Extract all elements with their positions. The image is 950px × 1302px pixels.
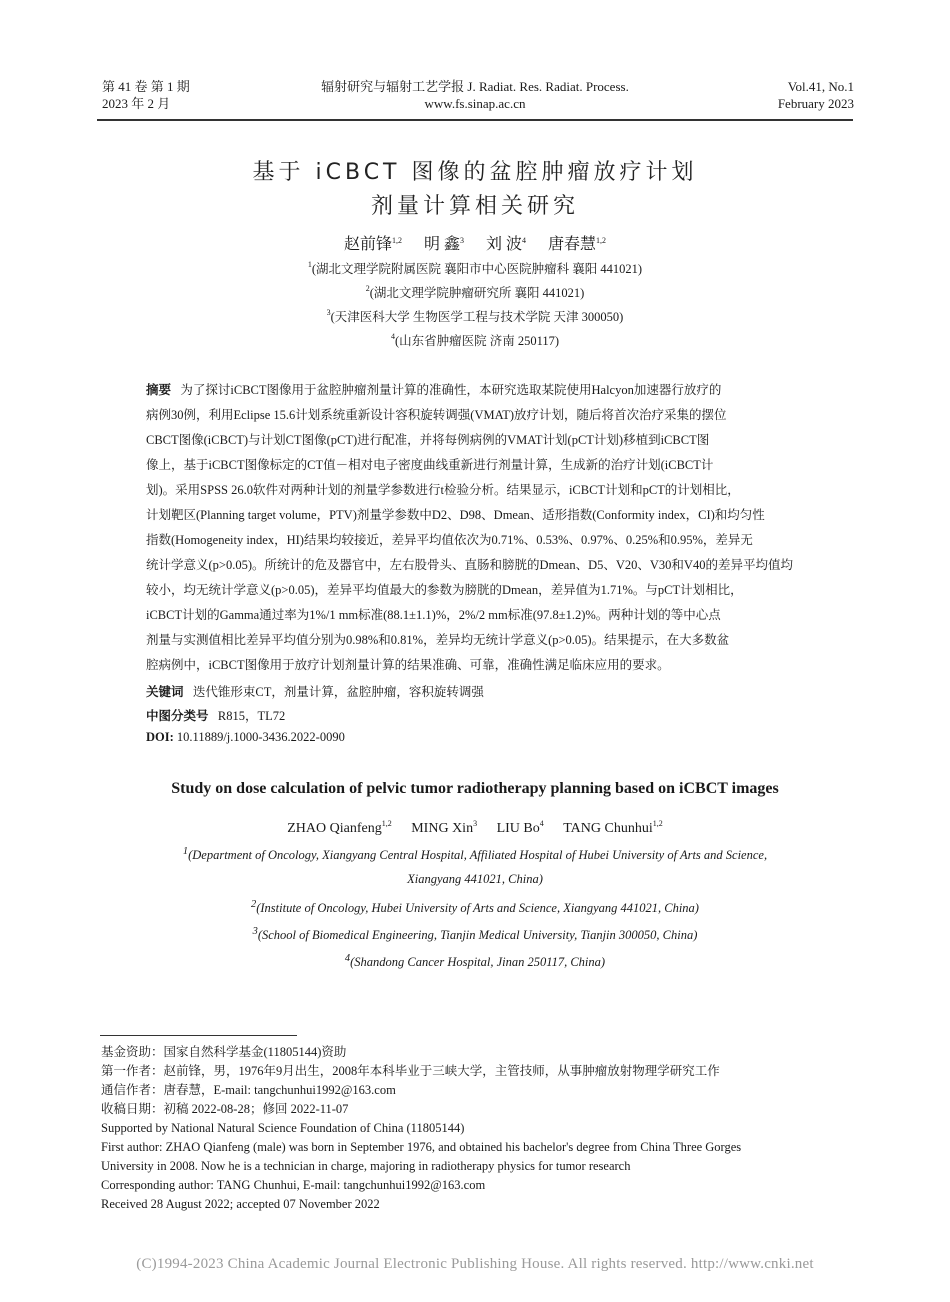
english-author-list [0,819,950,837]
volume-issue: 第 41 卷 第 1 期 [102,79,190,94]
author: TANG Chunhui$^{1,2}$ [563,819,663,836]
issue-date-en: February 2023 [777,96,854,111]
footnote-first-author-en-cont: University in 2008. Now he is a technician in charge, majoring in radiotherapy physics for tumor research [101,1159,631,1173]
footnote-funding: 基金资助：国家自然科学基金(11805144)资助 [101,1045,347,1059]
english-affiliation: $^1$(Department of Oncology, Xiangyang Central Hospital, Affiliated Hospital of Hubei University of Arts and Science, [182,846,768,863]
header-divider [97,119,853,121]
author: ZHAO Qianfeng$^{1,2}$ [287,819,392,836]
volume-issue-en: Vol.41, No.1 [787,79,854,94]
footnote-first-author-en: First author: ZHAO Qianfeng (male) was born in September 1976, and obtained his bachelor's degree from China Three Gorges [101,1140,742,1154]
issue-date: 2023 年 2 月 [102,96,171,111]
journal-title: 辐射研究与辐射工艺学报 J. Radiat. Res. Radiat. Process. [321,79,629,94]
footnote-received: 收稿日期：初稿 2022-08-28；修回 2022-11-07 [101,1102,349,1116]
abstract-line: 划)。采用SPSS 26.0软件对两种计划的剂量学参数进行t检验分析。结果显示，iCBCT计划和pCT的计划相比， [146,483,740,497]
paper-title-line-1: 基于 iCBCT 图像的盆腔肿瘤放疗计划 [252,160,698,185]
footnote-received-en: Received 28 August 2022; accepted 07 November 2022 [101,1197,380,1211]
abstract-line: CBCT图像(iCBCT)与计划CT图像(pCT)进行配准，并将每例病例的VMAT计划(pCT计划)移植到iCBCT图 [146,433,710,447]
abstract-label: 摘要 [146,383,172,397]
affiliation: $^3$(天津医科大学 生物医学工程与技术学院 天津 300050) [326,308,624,324]
classification-code: 中图分类号 R815，TL72 [146,709,286,723]
affiliation: $^1$(湖北文理学院附属医院 襄阳市中心医院肿瘤科 襄阳 441021) [307,260,643,276]
abstract-line: 较小，均无统计学意义(p>0.05)，差异平均值最大的参数为膀胱的Dmean，差异值为1.71%。与pCT计划相比， [146,583,743,597]
footnote-corresponding-author-en: Corresponding author: TANG Chunhui, E-mail: tangchunhui1992@163.com [101,1178,486,1192]
english-affiliation-cont: Xiangyang 441021, China) [407,872,543,886]
author: 赵前锋$^{1,2}$ [343,236,402,253]
abstract-line: 腔病例中，iCBCT图像用于放疗计划剂量计算的结果准确、可靠，准确性满足临床应用的要求。 [146,658,670,672]
footnote-corresponding-author: 通信作者：唐春慧，E-mail: tangchunhui1992@163.com [101,1083,396,1097]
abstract-line: 病例30例，利用Eclipse 15.6计划系统重新设计容积旋转调强(VMAT)放疗计划，随后将首次治疗采集的摆位 [146,408,727,422]
doi: DOI: 10.11889/j.1000-3436.2022-0090 [146,730,345,744]
abstract-line: iCBCT计划的Gamma通过率为1%/1 mm标准(88.1±1.1)%，2%/2 mm标准(97.8±1.2)%。两种计划的等中心点 [146,608,721,622]
abstract-line: 像上，基于iCBCT图像标定的CT值－相对电子密度曲线重新进行剂量计算，生成新的治疗计划(iCBCT计 [146,458,714,472]
abstract-line: 剂量与实测值相比差异平均值分别为0.98%和0.81%，差异均无统计学意义(p>0.05)。结果提示，在大多数盆 [146,633,730,647]
affiliation: $^2$(湖北文理学院肿瘤研究所 襄阳 441021) [365,284,585,300]
footnote-divider [100,1035,297,1036]
author: LIU Bo$^4$ [496,819,544,836]
affiliation: $^4$(山东省肿瘤医院 济南 250117) [390,332,560,348]
journal-website: www.fs.sinap.ac.cn [424,96,526,111]
footnote-first-author: 第一作者：赵前锋，男，1976年9月出生，2008年本科毕业于三峡大学，主管技师，从事肿瘤放射物理学研究工作 [101,1064,720,1078]
english-affiliation: $^3$(School of Biomedical Engineering, Tianjin Medical University, Tianjin 300050, China) [252,926,698,943]
abstract-line: 统计学意义(p>0.05)。所统计的危及器官中，左右股骨头、直肠和膀胱的Dmean、D5、V20、V30和V40的差异平均值均 [146,558,793,572]
author-list [0,231,950,254]
keywords: 关键词 迭代锥形束CT，剂量计算，盆腔肿瘤，容积旋转调强 [146,685,484,699]
abstract [146,378,804,678]
footnote-funding-en: Supported by National Natural Science Foundation of China (11805144) [101,1121,465,1135]
author: MING Xin$^3$ [411,819,478,836]
copyright-notice: (C)1994-2023 China Academic Journal Electronic Publishing House. All rights reserved. http://www.cnki.net [136,1256,814,1272]
english-affiliation: $^2$(Institute of Oncology, Hubei University of Arts and Science, Xiangyang 441021, China) [251,899,699,916]
abstract-line: 摘要 为了探讨iCBCT图像用于盆腔肿瘤剂量计算的准确性，本研究选取某院使用Halcyon加速器行放疗的 [146,383,722,397]
author: 明 鑫$^3$ [423,236,464,253]
abstract-line: 计划靶区(Planning target volume，PTV)剂量学参数中D2、D98、Dmean、适形指数(Conformity index，CI)和均匀性 [146,508,765,522]
author: 唐春慧$^{1,2}$ [548,236,607,253]
english-title: Study on dose calculation of pelvic tumor radiotherapy planning based on iCBCT images [171,780,779,797]
paper-title-line-2: 剂量计算相关研究 [370,194,579,219]
english-affiliation: $^4$(Shandong Cancer Hospital, Jinan 250117, China) [344,953,606,970]
abstract-line: 指数(Homogeneity index，HI)结果均较接近，差异平均值依次为0.71%、0.53%、0.97%、0.25%和0.95%，差异无 [146,533,753,547]
author: 刘 波$^4$ [486,236,527,253]
journal-issue-info-en [778,78,854,112]
